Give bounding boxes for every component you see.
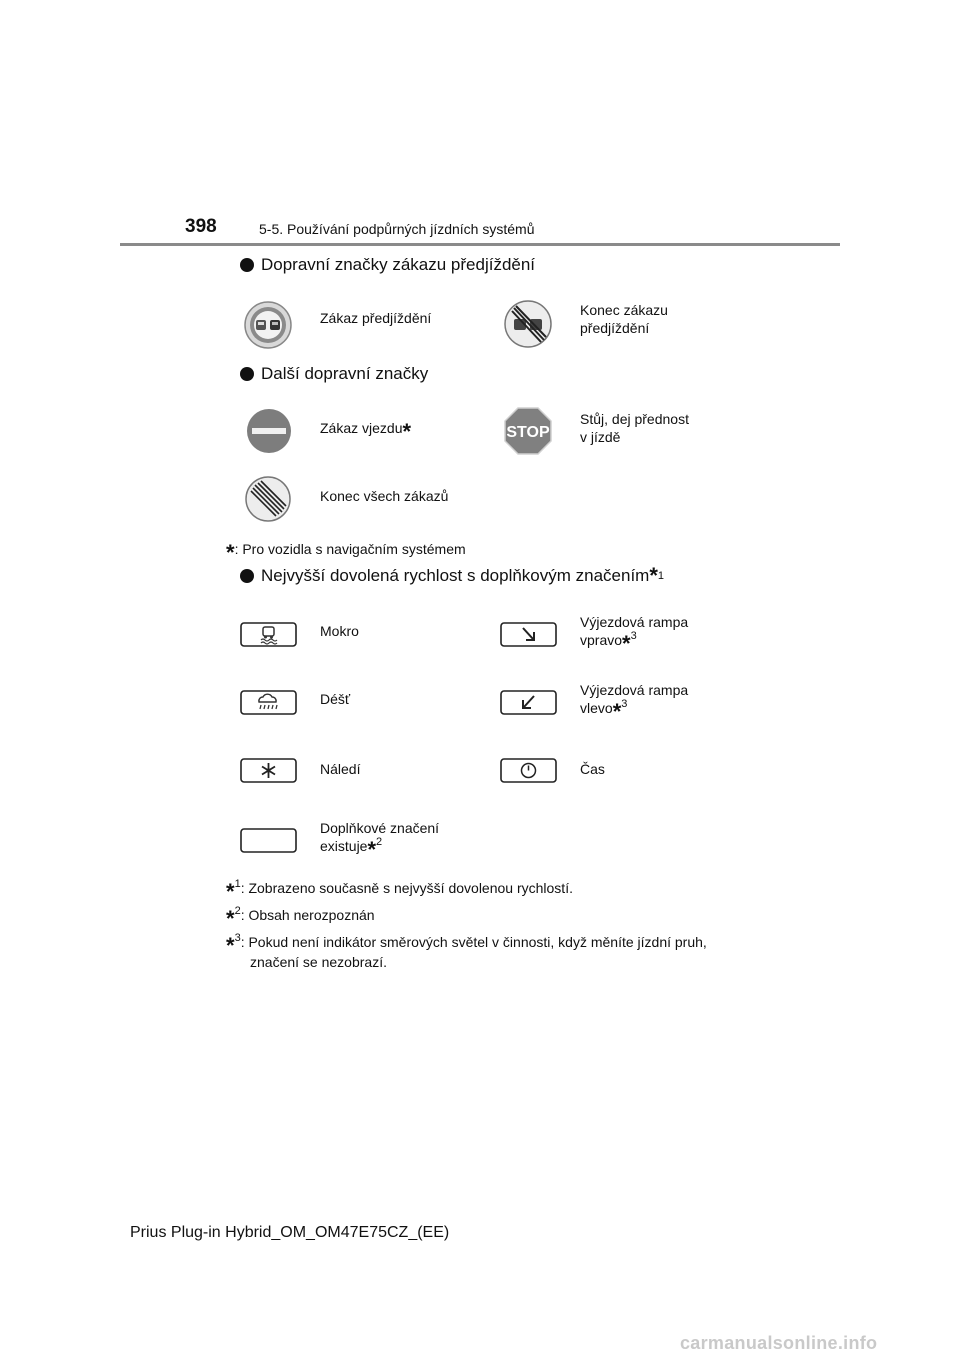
footnote-marker: *	[622, 631, 631, 656]
stop-sign-text: STOP	[506, 424, 550, 441]
time-plate-icon	[500, 758, 557, 783]
footnote-marker: *	[367, 837, 377, 862]
wet-road-plate-icon	[240, 622, 297, 647]
wet-label: Mokro	[320, 623, 359, 639]
overtaking-heading: Dopravní značky zákazu předjíždění	[240, 255, 535, 275]
document-id: Prius Plug-in Hybrid_OM_OM47E75CZ_(EE)	[130, 1224, 450, 1241]
no-entry-label: Zákaz vjezdu*	[320, 419, 412, 444]
stop-label: Stůj, dej přednost v jízdě	[580, 411, 689, 445]
watermark: carmanualsonline.info	[680, 1333, 878, 1353]
footnote-3-continued: značení se nezobrazí.	[250, 954, 387, 970]
bullet-icon	[240, 569, 254, 583]
footnote-marker: *	[649, 563, 658, 588]
supplementary-exists-label: Doplňkové značení existuje*$^2$	[320, 820, 440, 862]
page-number: 398	[185, 216, 217, 237]
footnote-3: *$^3$: Pokud není indikátor směrových světel v činnosti, když měníte jízdní pruh,	[226, 932, 707, 958]
exit-ramp-right-label: Výjezdová rampa vpravo*$^3$	[580, 614, 689, 656]
time-label: Čas	[580, 761, 605, 777]
end-all-restrictions-sign-icon	[245, 476, 291, 522]
header-divider	[120, 243, 840, 246]
rain-plate-icon	[240, 690, 297, 715]
other-signs-heading: Další dopravní značky	[240, 364, 428, 384]
exit-ramp-right-plate-icon	[500, 622, 557, 647]
section-title: 5-5. Používání podpůrných jízdních systémů	[259, 221, 535, 237]
end-no-overtaking-label: Konec zákazu předjíždění	[580, 302, 668, 336]
end-no-overtaking-sign-icon	[504, 300, 552, 348]
footnote-marker: *	[402, 419, 412, 444]
no-overtaking-sign-icon	[244, 301, 292, 349]
ice-label: Náledí	[320, 761, 361, 777]
stop-sign-icon	[504, 407, 552, 455]
speed-heading: Nejvyšší dovolená rychlost s doplňkovým značením * 1	[240, 566, 664, 586]
exit-ramp-left-plate-icon	[500, 690, 557, 715]
footnote-marker: *	[612, 699, 622, 724]
no-overtaking-label: Zákaz předjíždění	[320, 310, 432, 326]
exit-ramp-left-label: Výjezdová rampa vlevo*$^3$	[580, 682, 689, 724]
blank-plate-icon	[240, 828, 297, 853]
end-all-restrictions-label: Konec všech zákazů	[320, 488, 449, 504]
navigation-footnote: *: Pro vozidla s navigačním systémem	[226, 540, 466, 565]
ice-plate-icon	[240, 758, 297, 783]
bullet-icon	[240, 258, 254, 272]
footnote-2: *$^2$: Obsah nerozpoznán	[226, 905, 375, 931]
bullet-icon	[240, 367, 254, 381]
rain-label: Déšť	[320, 691, 351, 707]
footnote-1: *$^1$: Zobrazeno současně s nejvyšší dovolenou rychlostí.	[226, 878, 573, 904]
no-entry-sign-icon	[246, 408, 292, 454]
